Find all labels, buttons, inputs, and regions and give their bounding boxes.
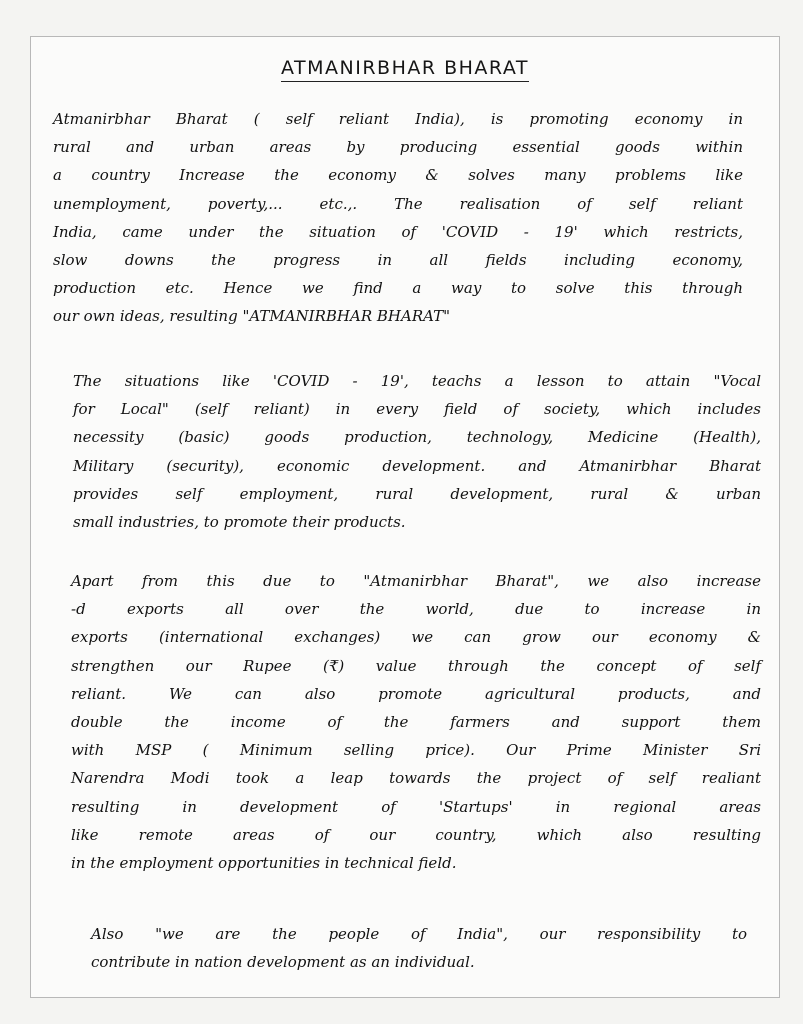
notebook-page	[30, 36, 780, 998]
text-line: necessity (basic) goods production, technology, Medicine (Health),	[73, 428, 761, 447]
text-line: Apart from this due to "Atmanirbhar Bharat", we also increase	[71, 572, 761, 590]
text-line: reliant. We can also promote agricultural products, and	[71, 684, 761, 703]
text-line: double the income of the farmers and support them	[71, 713, 761, 732]
text-line: like remote areas of our country, which also resulting	[71, 825, 761, 844]
text-line: Narendra Modi took a leap towards the project of self realiant	[71, 769, 761, 788]
text-line: in the employment opportunities in technical field.	[71, 854, 457, 873]
text-line: -d exports all over the world, due to increase in	[71, 600, 761, 619]
text-line: contribute in nation development as an individual.	[91, 953, 475, 972]
text-line: India, came under the situation of 'COVID - 19' which restricts,	[53, 222, 743, 241]
text-line: a country Increase the economy & solves many problems like	[53, 166, 743, 185]
text-line: unemployment, poverty,... etc.,. The realisation of self reliant	[53, 194, 743, 213]
text-line: resulting in development of 'Startups' in regional areas	[71, 797, 761, 816]
title-text: ATMANIRBHAR BHARAT	[281, 57, 529, 82]
text-line: rural and urban areas by producing essential goods within	[53, 138, 743, 157]
paragraph-conclusion	[91, 920, 747, 976]
paragraph-vocal-for-local	[73, 367, 761, 536]
text-line: strengthen our Rupee (₹) value through the concept of self	[71, 656, 761, 675]
page-title	[31, 57, 779, 79]
text-line: with MSP ( Minimum selling price). Our Prime Minister Sri	[71, 741, 761, 760]
text-line: our own ideas, resulting "ATMANIRBHAR BHARAT"	[53, 307, 451, 326]
text-line: small industries, to promote their products.	[73, 513, 406, 532]
text-line: provides self employment, rural development, rural & urban	[73, 484, 761, 503]
text-line: slow downs the progress in all fields including economy,	[53, 251, 743, 270]
text-line: Atmanirbhar Bharat ( self reliant India), is promoting economy in	[53, 110, 743, 128]
paragraph-exports	[71, 567, 761, 877]
text-line: The situations like 'COVID - 19', teachs a lesson to attain "Vocal	[73, 372, 761, 390]
text-line: production etc. Hence we find a way to solve this through	[53, 279, 743, 298]
text-line: Military (security), economic development. and Atmanirbhar Bharat	[73, 456, 761, 475]
paragraph-intro	[53, 105, 743, 331]
text-line: exports (international exchanges) we can grow our economy &	[71, 628, 761, 647]
text-line: for Local" (self reliant) in every field of society, which includes	[73, 400, 761, 419]
text-line: Also "we are the people of India", our responsibility to	[91, 925, 747, 943]
